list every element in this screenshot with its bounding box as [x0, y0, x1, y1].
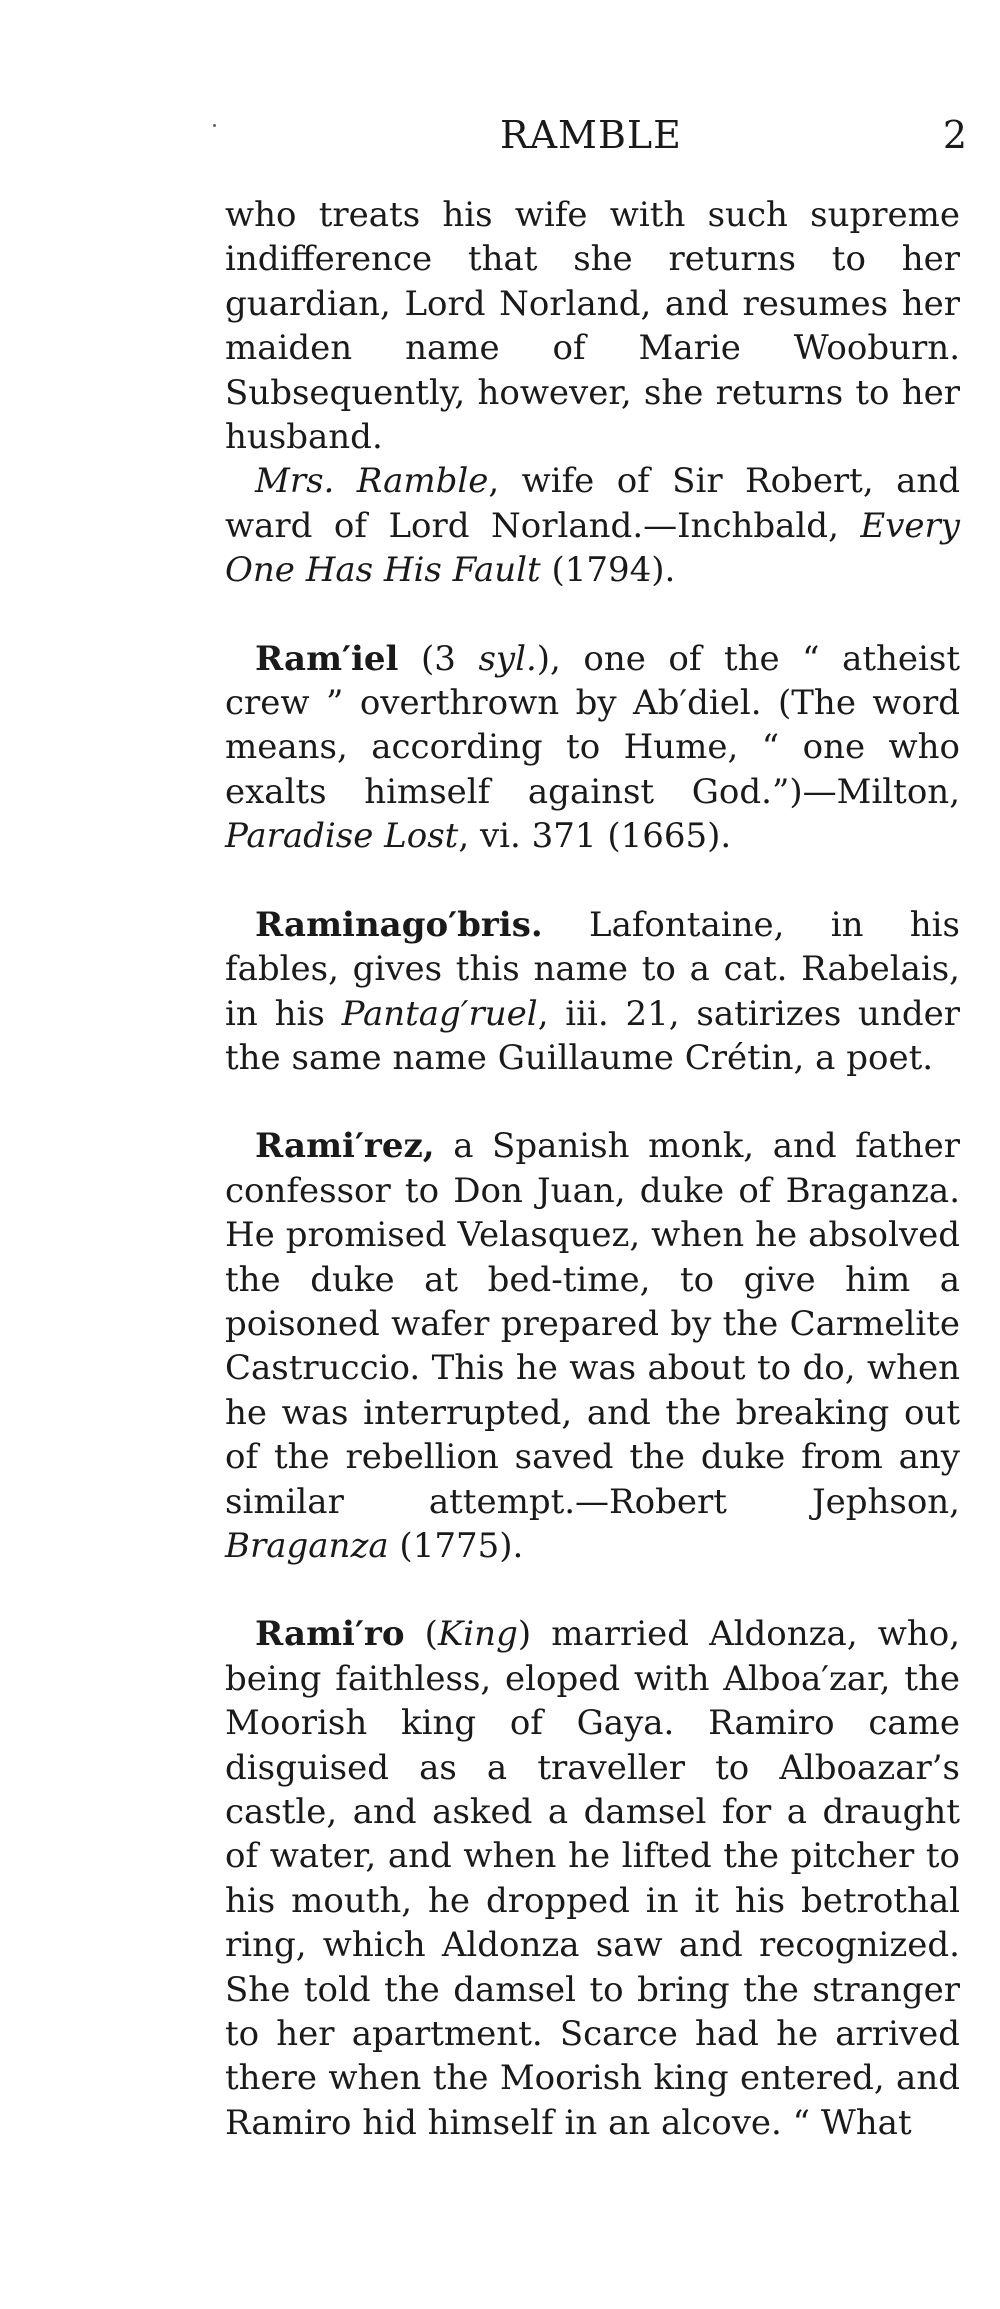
- page-number: 2: [942, 113, 968, 157]
- page: [225, 0, 968, 2309]
- entry-ramiro: Rami′ro (King) married Aldonza, who, being faithless, eloped with Alboa′zar, the Moorish king of Gaya. Ramiro came disguised as a traveller to Alboazar’s castle, and asked a damsel for a draught of water, and when he lifted the pitcher to his mouth, he dropped in it his betrothal ring, which Aldonza saw and recognized. She told the damsel to bring the stranger to her apartment. Scarce had he arrived there when the Moorish king entered, and Ramiro hid himself in an alcove. “ What: [225, 1614, 960, 2143]
- stray-mark: [213, 124, 216, 127]
- headword: Rami′rez,: [255, 1126, 435, 1167]
- entry-ramirez: Rami′rez, a Spanish monk, and father confessor to Don Juan, duke of Braganza. He promised Velasquez, when he absolved the duke at bed-time, to give him a poisoned wafer prepared by the Carmelite Castruccio. This he was about to do, when he was interrupted, and the breaking out of the rebellion saved the duke from any similar attempt.—Robert Jephson, Braganza (1775).: [225, 1126, 960, 1566]
- headword: Rami′ro: [255, 1614, 405, 1655]
- page-header: [225, 113, 968, 173]
- body-text: [225, 193, 960, 2145]
- headword: Raminago′bris.: [255, 904, 543, 945]
- paragraph-continuation: who treats his wife with such supreme indifference that she returns to her guardian, Lord Norland, and resumes her maiden name of Marie Wooburn. Subsequently, however, she returns to her husband.: [225, 195, 960, 458]
- work-title: Paradise Lost: [225, 816, 459, 857]
- running-head: RAMBLE: [500, 113, 682, 157]
- entry-raminagobris: Raminago′bris. Lafontaine, in his fables, gives this name to a cat. Rabelais, in his Pantag′ruel, iii. 21, satirizes under the same name Guillaume Crétin, a poet.: [225, 904, 960, 1078]
- work-title: Braganza: [225, 1525, 389, 1566]
- work-title: Pantag′ruel: [341, 993, 538, 1034]
- headword: Ram′iel: [255, 638, 399, 679]
- entry-mrs-ramble: Mrs. Ramble, wife of Sir Robert, and ward of Lord Norland.—Inchbald, Every One Has His Fault (1794).: [225, 461, 960, 591]
- work-title: Every One Has His Fault: [225, 505, 960, 591]
- entry-name: Mrs. Ramble: [255, 461, 489, 502]
- entry-ramiel: Ram′iel (3 syl.), one of the “ atheist crew ” overthrown by Ab′diel. (The word means, according to Hume, “ one who exalts himself against God.”)—Milton, Paradise Lost, vi. 371 (1665).: [225, 638, 961, 857]
